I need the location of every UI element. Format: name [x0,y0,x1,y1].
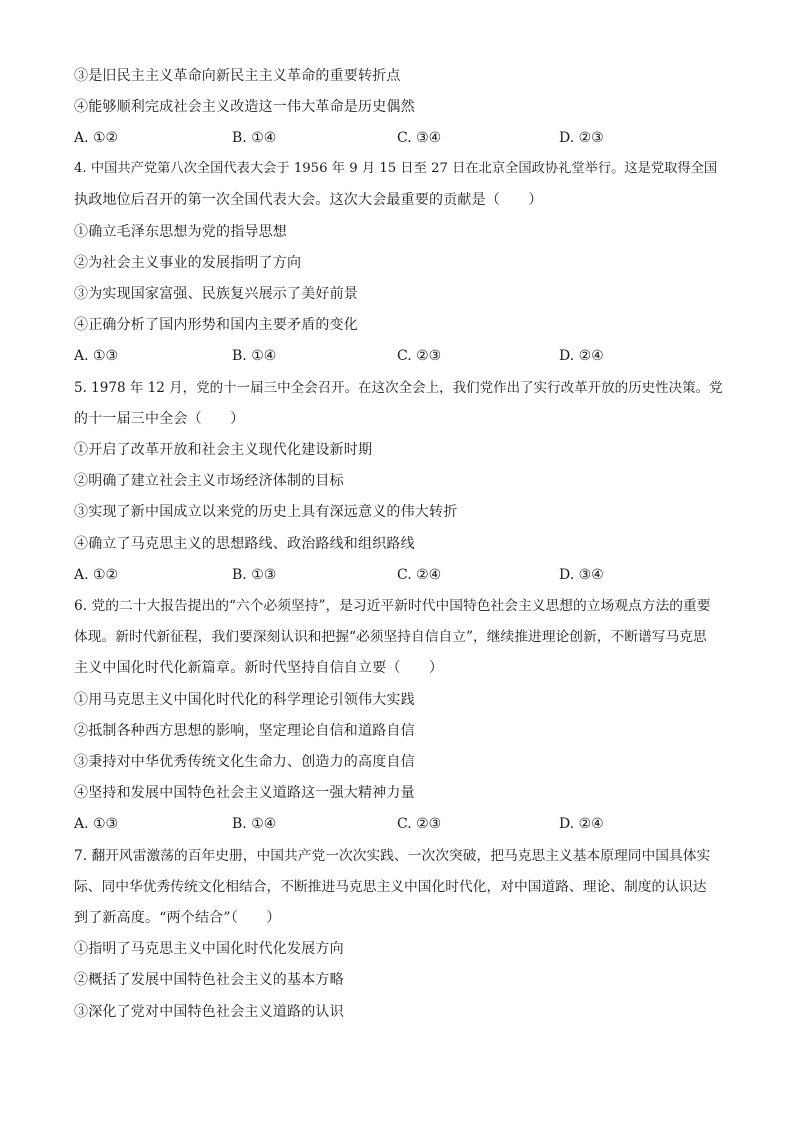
q7-item-1: ①指明了马克思主义中国化时代化发展方向 [74,941,344,957]
q3-option-b[interactable]: B. ①④ [232,130,277,146]
q5-item-1: ①开启了改革开放和社会主义现代化建设新时期 [74,442,373,458]
q7-stem-line-2: 际、同中华优秀传统文化相结合，不断推进马克思主义中国化时代化，对中国道路、理论、制度的认识达 [74,879,707,895]
q4-stem-line-2: 执政地位后召开的第一次全国代表大会。这次大会最重要的贡献是（ ） [74,192,543,208]
q5-item-4: ④确立了马克思主义的思想路线、政治路线和组织路线 [74,536,415,552]
q6-item-3: ③秉持对中华优秀传统文化生命力、创造力的高度自信 [74,754,415,770]
q6-options [74,814,724,834]
q5-options [74,565,724,585]
q6-option-c[interactable]: C. ②③ [397,816,442,832]
q6-item-2: ②抵制各种西方思想的影响，坚定理论自信和道路自信 [74,723,415,739]
q6-stem-line-2: 体现。新时代新征程，我们要深刻认识和把握“必须坚持自信自立”，继续推进理论创新，不断谱写马克思 [74,629,707,645]
q4-item-4: ④正确分析了国内形势和国内主要矛盾的变化 [74,317,358,333]
q4-options [74,346,724,366]
q7-item-2: ②概括了发展中国特色社会主义的基本方略 [74,972,344,988]
q3-item-3: ③是旧民主主义革命向新民主主义革命的重要转折点 [74,68,401,84]
q6-option-d[interactable]: D. ②④ [559,816,604,832]
q5-stem-line-2: 的十一届三中全会（ ） [74,411,245,427]
q3-option-c[interactable]: C. ③④ [397,130,442,146]
q5-item-2: ②明确了建立社会主义市场经济体制的目标 [74,473,344,489]
q4-item-2: ②为社会主义事业的发展指明了方向 [74,255,302,271]
q6-option-a[interactable]: A. ①③ [74,816,119,832]
q7-item-3: ③深化了党对中国特色社会主义道路的认识 [74,1004,344,1020]
q4-option-c[interactable]: C. ②③ [397,348,442,364]
q4-option-b[interactable]: B. ①④ [232,348,277,364]
q3-option-a[interactable]: A. ①② [74,130,119,146]
q5-item-3: ③实现了新中国成立以来党的历史上具有深远意义的伟大转折 [74,504,458,520]
q6-stem-line-3: 主义中国化时代化新篇章。新时代坚持自信自立要（ ） [74,660,444,676]
q7-stem-line-3: 到了新高度。“两个结合”（ ） [74,910,281,926]
q7-stem-line-1: 7. 翻开风雷激荡的百年史册，中国共产党一次次实践、一次次突破，把马克思主义基本原理同中国具体实 [74,848,711,864]
q5-option-b[interactable]: B. ①③ [232,567,277,583]
q3-option-d[interactable]: D. ②③ [559,130,604,146]
q5-option-d[interactable]: D. ③④ [559,567,604,583]
q4-option-a[interactable]: A. ①③ [74,348,119,364]
q3-options [74,128,724,148]
q4-item-3: ③为实现国家富强、民族复兴展示了美好前景 [74,286,358,302]
q4-item-1: ①确立毛泽东思想为党的指导思想 [74,224,287,240]
q4-option-d[interactable]: D. ②④ [559,348,604,364]
q5-option-a[interactable]: A. ①② [74,567,119,583]
q6-item-4: ④坚持和发展中国特色社会主义道路这一强大精神力量 [74,785,415,801]
q5-option-c[interactable]: C. ②④ [397,567,442,583]
q3-item-4: ④能够顺利完成社会主义改造这一伟大革命是历史偶然 [74,99,415,115]
q5-stem-line-1: 5. 1978 年 12 月，党的十一届三中全会召开。在这次全会上，我们党作出了实行改革开放的历史性决策。党 [74,380,723,396]
q6-stem-line-1: 6. 党的二十大报告提出的“六个必须坚持”，是习近平新时代中国特色社会主义思想的立场观点方法的重要 [74,598,711,614]
q4-stem-line-1: 4. 中国共产党第八次全国代表大会于 1956 年 9 月 15 日至 27 日在北京全国政协礼堂举行。这是党取得全国 [74,161,718,176]
q6-item-1: ①用马克思主义中国化时代化的科学理论引领伟大实践 [74,692,415,708]
q6-option-b[interactable]: B. ①④ [232,816,277,832]
